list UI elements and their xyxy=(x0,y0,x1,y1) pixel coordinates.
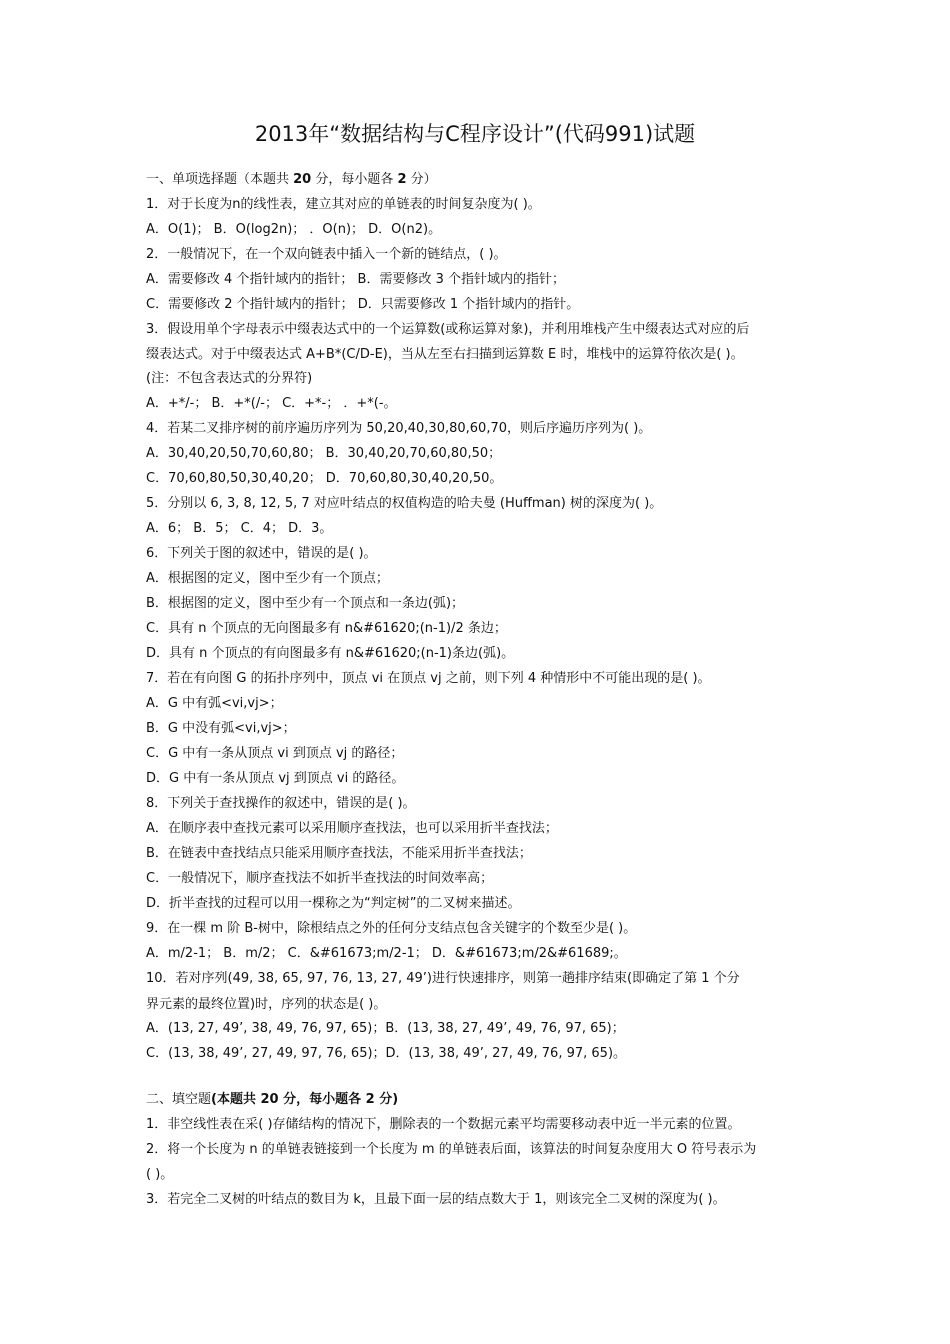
question-text-line: 9．在一棵 m 阶 B-树中，除根结点之外的任何分支结点包含关键字的个数至少是( )。 xyxy=(146,921,637,936)
question-text-line: A．根据图的定义，图中至少有一个顶点； xyxy=(146,571,389,586)
question-text-line: 5．分别以 6, 3, 8, 12, 5, 7 对应叶结点的权值构造的哈夫曼 (Huffman) 树的深度为( )。 xyxy=(146,496,663,511)
fill-blank-text-line: ( )。 xyxy=(146,1167,174,1182)
question-text-line: A．G 中有弧<vi,vj>； xyxy=(146,696,283,711)
section-1-header xyxy=(146,171,826,189)
question-text-line: D．具有 n 个顶点的有向图最多有 n&#61620;(n-1)条边(弧)。 xyxy=(146,646,515,661)
page-title: 2013年“数据结构与C程序设计”(代码991)试题 xyxy=(254,122,696,146)
question-text-line: A．+*/-； B．+*(/-； C．+*-； ．+*(-。 xyxy=(146,396,397,411)
question-text-line: 6．下列关于图的叙述中，错误的是( )。 xyxy=(146,546,377,561)
question-text-line: B．根据图的定义，图中至少有一个顶点和一条边(弧)； xyxy=(146,596,465,611)
question-text-line: 7．若在有向图 G 的拓扑序列中，顶点 vi 在顶点 vj 之前，则下列 4 种情形中不可能出现的是( )。 xyxy=(146,671,711,686)
question-text-line: 缀表达式。对于中缀表达式 A+B*(C/D-E)，当从左至右扫描到运算数 E 时，堆栈中的运算符依次是( )。 xyxy=(146,347,744,362)
section-1-each-points: 2 xyxy=(397,172,407,187)
fill-blank-text-line: 2．将一个长度为 n 的单链表链接到一个长度为 m 的单链表后面，该算法的时间复杂度用大 O 符号表示为 xyxy=(146,1142,757,1157)
question-text-line: A．m/2-1； B．m/2； C．&#61673;m/2-1； D．&#61673;m/2&#61689;。 xyxy=(146,946,627,961)
question-text-line: (注：不包含表达式的分界符) xyxy=(146,371,313,386)
section-1-header-post: 分） xyxy=(406,172,437,187)
section-1-header-pre: 一、单项选择题（本题共 xyxy=(146,172,294,187)
question-text-line: B．G 中没有弧<vi,vj>； xyxy=(146,721,296,736)
question-text-line: 界元素的最终位置)时，序列的状态是( )。 xyxy=(146,997,387,1012)
fill-blank-text-line: 1．非空线性表在采( )存储结构的情况下，删除表的一个数据元素平均需要移动表中近一半元素的位置。 xyxy=(146,1117,741,1132)
section-1-total-points: 20 xyxy=(293,172,312,187)
question-text-line: A．30,40,20,50,70,60,80； B．30,40,20,70,60,80,50； xyxy=(146,446,502,461)
question-text-line: D．G 中有一条从顶点 vj 到顶点 vi 的路径。 xyxy=(146,771,405,786)
question-text-line: C．G 中有一条从顶点 vi 到顶点 vj 的路径； xyxy=(146,746,404,761)
section-2-header-bold: (本题共 20 分，每小题各 2 分) xyxy=(211,1092,399,1107)
question-text-line: A．6； B．5； C．4； D．3。 xyxy=(146,521,333,536)
question-text-line: C．(13, 38, 49’, 27, 49, 97, 76, 65)；D．(13, 38, 49’, 27, 49, 76, 97, 65)。 xyxy=(146,1046,627,1061)
section-2-header xyxy=(146,1091,826,1109)
question-text-line: A．在顺序表中查找元素可以采用顺序查找法，也可以采用折半查找法； xyxy=(146,821,558,836)
question-text-line: B．在链表中查找结点只能采用顺序查找法，不能采用折半查找法； xyxy=(146,846,532,861)
question-text-line: A．需要修改 4 个指针域内的指针； B．需要修改 3 个指针域内的指针； xyxy=(146,272,566,287)
question-text-line: A．(13, 27, 49’, 38, 49, 76, 97, 65)；B．(13, 38, 27, 49’, 49, 76, 97, 65)； xyxy=(146,1021,625,1036)
fill-blank-text-line: 3．若完全二叉树的叶结点的数目为 k，且最下面一层的结点数大于 1，则该完全二叉树的深度为( )。 xyxy=(146,1192,726,1207)
question-text-line: C．一般情况下，顺序查找法不如折半查找法的时间效率高； xyxy=(146,871,494,886)
question-text-line: A．O(1)； B．O(log2n)； ．O(n)； D．O(n2)。 xyxy=(146,222,442,237)
question-text-line: 10．若对序列(49, 38, 65, 97, 76, 13, 27, 49’)进行快速排序，则第一趟排序结束(即确定了第 1 个分 xyxy=(146,971,740,986)
question-text-line: C．70,60,80,50,30,40,20； D．70,60,80,30,40,20,50。 xyxy=(146,471,503,486)
question-text-line: C．具有 n 个顶点的无向图最多有 n&#61620;(n-1)/2 条边； xyxy=(146,621,507,636)
question-text-line: 4．若某二叉排序树的前序遍历序列为 50,20,40,30,80,60,70，则后序遍历序列为( )。 xyxy=(146,421,652,436)
question-text-line: 2．一般情况下，在一个双向链表中插入一个新的链结点，( )。 xyxy=(146,247,507,262)
question-text-line: 1．对于长度为n的线性表，建立其对应的单链表的时间复杂度为( )。 xyxy=(146,197,541,212)
question-text-line: 3．假设用单个字母表示中缀表达式中的一个运算数(或称运算对象)，并利用堆栈产生中缀表达式对应的后 xyxy=(146,322,750,337)
section-2-header-pre: 二、填空题 xyxy=(146,1092,212,1107)
question-text-line: D．折半查找的过程可以用一棵称之为“判定树”的二叉树来描述。 xyxy=(146,896,521,911)
question-text-line: 8．下列关于查找操作的叙述中，错误的是( )。 xyxy=(146,796,416,811)
section-1-header-mid: 分，每小题各 xyxy=(311,172,398,187)
question-text-line: C．需要修改 2 个指针域内的指针； D．只需要修改 1 个指针域内的指针。 xyxy=(146,297,580,312)
